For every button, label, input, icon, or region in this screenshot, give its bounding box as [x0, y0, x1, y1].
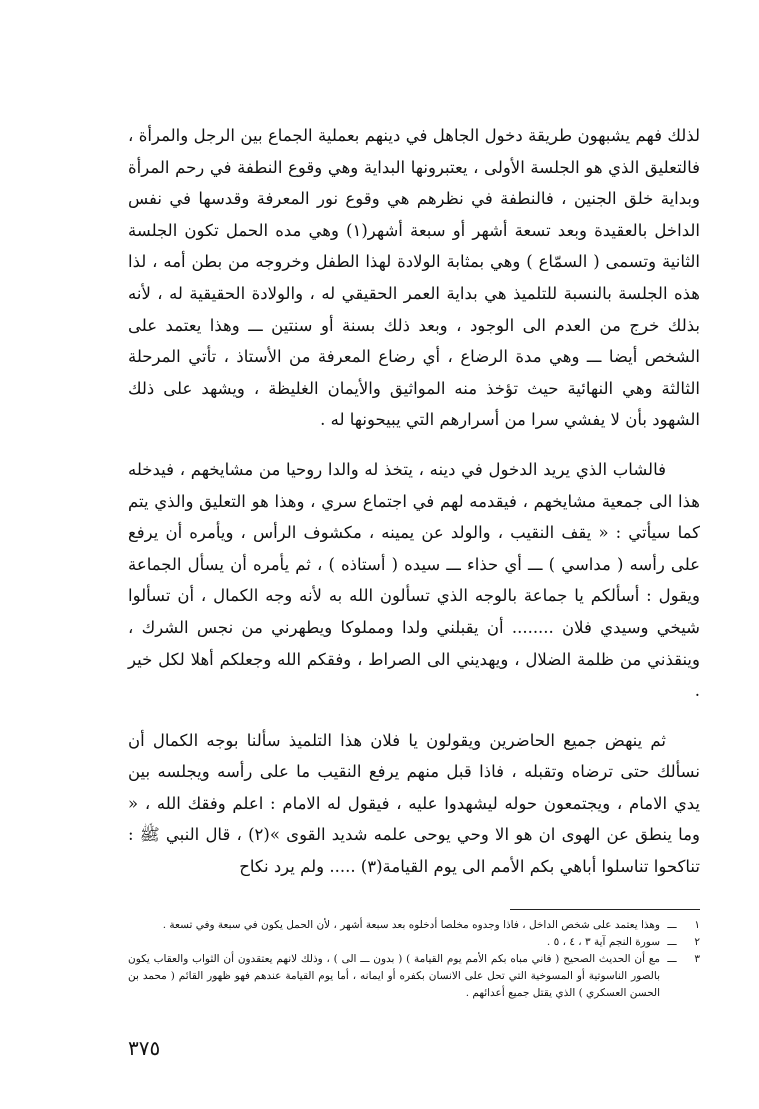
footnote-number: ٣ — [694, 953, 700, 965]
paragraph-1: لذلك فهم يشبهون طريقة دخول الجاهل في دينهم بعملية الجماع بين الرجل والمرأة ، فالتعليق الذي هو الجلسة الأولى ، يعتبرونها البداية وهي وقوع النطفة في رحم المرأة وبداية خلق الجنين ، فالنطفة في نظرهم هي وقوع نور المعرفة وقدسها في نفس الداخل بالعقيدة وبعد تسعة أشهر أو سبعة أشهر(١) وهي مده الحمل تكون الجلسة الثانية وتسمى ( السمّاع ) وهي بمثابة الولادة لهذا الطفل وخروجه من بطن أمه ، لذا هذه الجلسة بالنسبة للتلميذ هي بداية العمر الحقيقي له ، والولادة الحقيقية له ، لأنه بذلك خرج من العدم الى الوجود ، وبعد ذلك بسنة أو سنتين ـــ وهذا يعتمد على الشخص أيضا ـــ وهي مدة الرضاع ، أي رضاع المعرفة من الأستاذ ، تأتي المرحلة الثالثة وهي النهائية حيث تؤخذ منه المواثيق والأيمان الغليظة ، ويشهد على ذلك الشهود بأن لا يفشي سرا من أسرارهم التي يبيحونها له . — [128, 126, 700, 430]
footnote-dash: ـــ — [667, 936, 677, 948]
footnotes — [128, 917, 700, 1002]
paragraph-3: ثم ينهض جميع الحاضرين ويقولون يا فلان هذا التلميذ سألنا بوجه الكمال أن نسألك حتى ترضاه وتقبله ، فاذا قبل منهم يرفع النقيب ما على رأسه ويجلسه بين يدي الامام ، ويجتمعون حوله ليشهدوا عليه ، فيقول له الامام : اعلم وفقك الله ، « وما ينطق عن الهوى ان هو الا وحي يوحى علمه شديد القوى »(٢) ، قال النبي ﷺ : تناكحوا تناسلوا أباهي بكم الأمم الى يوم القيامة(٣) ..... ولم يرد نكاح — [128, 730, 700, 877]
paragraph-2: فالشاب الذي يريد الدخول في دينه ، يتخذ له والدا روحيا من مشايخهم ، فيدخله هذا الى جمعية مشايخهم ، فيقدمه لهم في اجتماع سري ، وهذا هو التعليق والذي يتم كما سيأتي : « يقف النقيب ، والولد عن يمينه ، مكشوف الرأس ، ويأمره أن يرفع على رأسه ( مداسي ) ـــ أي حذاء ـــ سيده ( أستاذه ) ، ثم يأمره أن يسأل الجماعة ويقول : أسألكم يا جماعة بالوجه الذي تسألون الله به لأنه وجه الكمال ، أن تسألوا شيخي وسيدي فلان ........ أن يقبلني ولدا ومملوكا ويطهرني من نجس الشرك ، وينقذني من ظلمة الضلال ، ويهديني الى الصراط ، وفقكم الله وجعلكم أهلا لكل خير . — [128, 459, 700, 701]
footnote-2 — [128, 934, 700, 951]
footnote-number: ٢ — [694, 936, 700, 948]
footnote-number: ١ — [694, 919, 700, 931]
main-text — [128, 120, 700, 883]
footnote-text: سورة النجم آية ٣ ، ٤ ، ٥ . — [546, 936, 660, 948]
footnote-3 — [128, 951, 700, 1002]
footnote-divider — [510, 909, 700, 910]
footnote-text: مع أن الحديث الصحيح ( فاني مباه بكم الأمم يوم القيامة ) ( بدون ـــ الى ) ، وذلك لانهم يعتقدون أن الثواب والعقاب يكون بالصور الناسوتية أو المسوخية التي تحل على الانسان بكفره أو ايمانه ، أما يوم القيامة عندهم فهو ظهور القائم ( محمد بن الحسن العسكري ) الذي يقتل جميع أعدائهم . — [128, 953, 660, 999]
footnote-dash: ـــ — [667, 919, 677, 931]
footnote-1 — [128, 917, 700, 934]
page-number: ٣٧٥ — [128, 1036, 161, 1060]
footnote-text: وهذا يعتمد على شخص الداخل ، فاذا وجدوه مخلصا أدخلوه بعد سبعة أشهر ، لأن الحمل يكون في سبعة وفي تسعة . — [162, 919, 660, 931]
footnote-dash: ـــ — [667, 953, 677, 965]
